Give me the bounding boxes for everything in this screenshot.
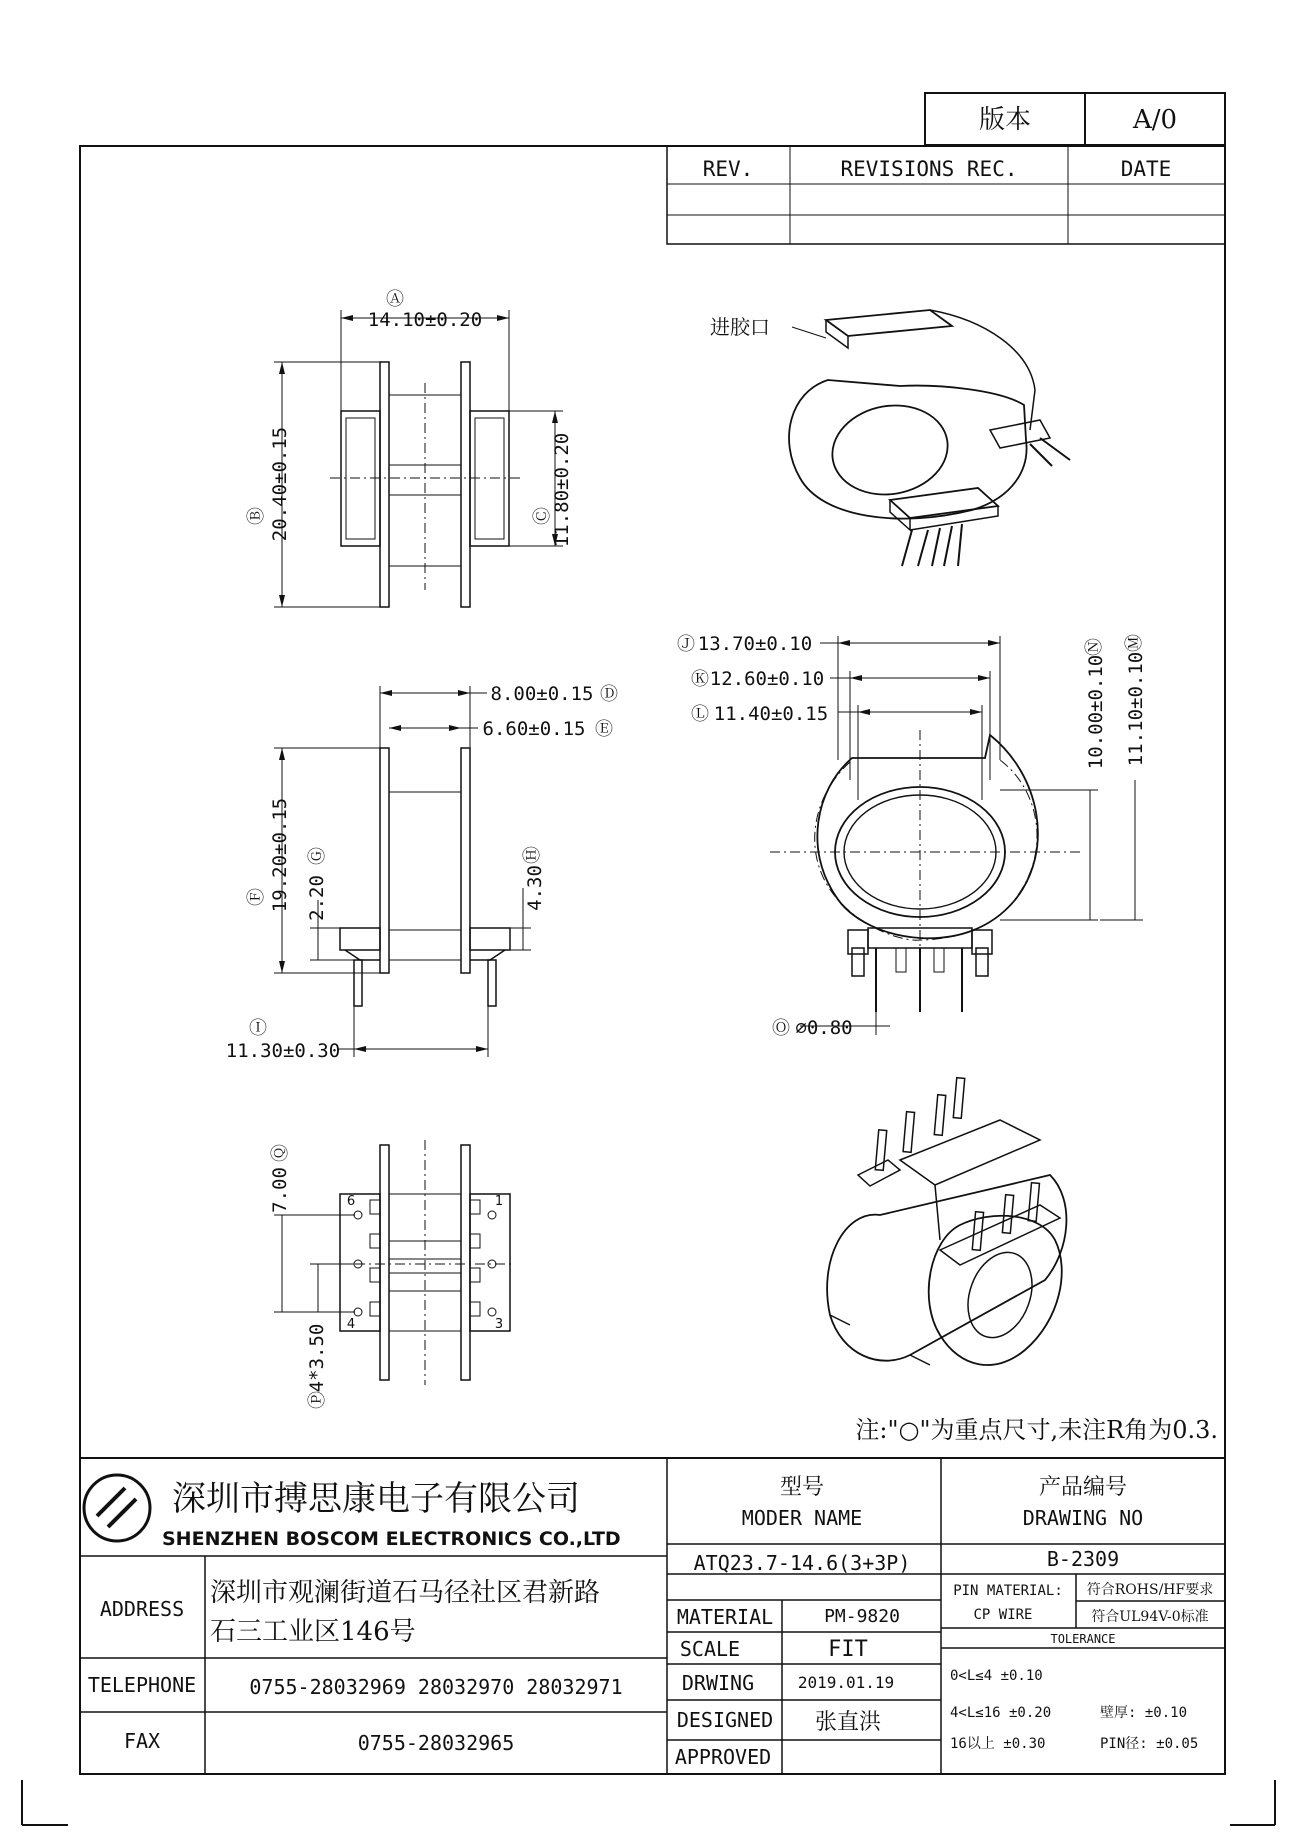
callout-d: Ⓓ <box>600 684 618 705</box>
dim-c: 11.80±0.20 <box>551 432 573 548</box>
version-label: 版本 <box>978 105 1032 135</box>
dim-d: 8.00±0.15 <box>490 683 594 705</box>
callout-m: Ⓜ <box>1124 634 1145 652</box>
corner-marks <box>22 1780 1275 1825</box>
dim-n: 10.00±0.10 <box>1085 654 1107 770</box>
bottom-view <box>269 1140 515 1409</box>
fax-label: FAX <box>123 1729 161 1753</box>
model-label-cn: 型号 <box>779 1475 825 1500</box>
dim-j: 13.70±0.10 <box>697 633 813 655</box>
dim-a: 14.10±0.20 <box>367 309 483 331</box>
callout-i: Ⓘ <box>249 1018 267 1039</box>
address-line1: 深圳市观澜街道石马径社区君新路 <box>210 1578 601 1608</box>
material-value: PM-9820 <box>824 1606 900 1627</box>
scale-value: FIT <box>828 1637 868 1662</box>
version-box <box>925 93 1225 145</box>
pin-material-label: PIN MATERIAL: <box>953 1583 1063 1599</box>
dim-l: 11.40±0.15 <box>713 703 829 725</box>
telephone-label: TELEPHONE <box>87 1673 197 1697</box>
designed-value: 张直洪 <box>814 1710 882 1735</box>
end-view <box>677 633 1147 1039</box>
company-logo <box>84 1475 150 1541</box>
pin-number-4: 4 <box>346 1317 356 1332</box>
callout-k: Ⓚ <box>691 669 709 690</box>
rev-header: REV. <box>702 157 754 181</box>
company-name-en: SHENZHEN BOSCOM ELECTRONICS CO.,LTD <box>162 1528 621 1550</box>
dim-e: 6.60±0.15 <box>482 718 586 740</box>
pin-diameter-tolerance: PIN径: ±0.05 <box>1100 1736 1199 1752</box>
revisions-table <box>667 146 1225 244</box>
fax-value: 0755-28032965 <box>357 1731 515 1755</box>
callout-o: Ⓞ <box>772 1018 790 1039</box>
tolerance-range-2: 4<L≤16 ±0.20 <box>950 1705 1052 1721</box>
dim-o: ∅0.80 <box>795 1017 853 1039</box>
pin-material-value: CP WIRE <box>973 1607 1033 1623</box>
callout-n: Ⓝ <box>1084 638 1105 656</box>
callout-l: Ⓛ <box>691 704 709 725</box>
tolerance-label: TOLERANCE <box>1050 1632 1116 1646</box>
address-label: ADDRESS <box>99 1597 185 1621</box>
address-line2: 石三工业区146号 <box>210 1617 416 1647</box>
callout-j: Ⓙ <box>677 634 695 655</box>
tolerance-range-1: 0<L≤4 ±0.10 <box>950 1668 1043 1684</box>
approved-label: APPROVED <box>674 1745 772 1769</box>
callout-p: Ⓟ <box>307 1391 328 1409</box>
callout-q: Ⓠ <box>270 1144 291 1162</box>
isometric-view-top <box>710 310 1070 566</box>
dim-k: 12.60±0.10 <box>709 668 825 690</box>
callout-c: Ⓒ <box>532 507 553 525</box>
dim-g: 2.20 <box>306 875 328 921</box>
version-value: A/0 <box>1132 105 1178 135</box>
drawing-no-value: B-2309 <box>1046 1547 1120 1571</box>
company-name-cn: 深圳市搏思康电子有限公司 <box>172 1479 580 1519</box>
ul-compliance: 符合UL94V-0标准 <box>1091 1609 1209 1625</box>
callout-b: Ⓑ <box>246 507 267 525</box>
telephone-value: 0755-28032969 28032970 28032971 <box>249 1675 623 1699</box>
pin-number-3: 3 <box>494 1317 504 1332</box>
pin-number-1: 1 <box>494 1194 504 1209</box>
designed-label: DESIGNED <box>676 1708 774 1732</box>
dim-m: 11.10±0.10 <box>1125 651 1147 767</box>
callout-e: Ⓔ <box>595 719 613 740</box>
title-block <box>80 1458 1225 1774</box>
side-view <box>226 683 618 1062</box>
drawing-note: 注:"○"为重点尺寸,未注R角为0.3. <box>855 1416 1218 1444</box>
pin-number-6: 6 <box>346 1194 356 1209</box>
rohs-compliance: 符合ROHS/HF要求 <box>1086 1582 1214 1598</box>
isometric-view-bottom <box>827 1078 1066 1365</box>
callout-a: Ⓐ <box>386 289 404 310</box>
dim-b: 20.40±0.15 <box>269 426 291 542</box>
wall-thickness-tolerance: 壁厚: ±0.10 <box>1100 1705 1188 1721</box>
drwing-value: 2019.01.19 <box>797 1673 895 1692</box>
model-label-en: MODER NAME <box>741 1506 863 1530</box>
model-value: ATQ23.7-14.6(3+3P) <box>693 1551 911 1575</box>
drawing-no-label-en: DRAWING NO <box>1022 1506 1144 1530</box>
tolerance-range-3: 16以上 ±0.30 <box>950 1736 1046 1752</box>
dim-p: 4*3.50 <box>306 1323 328 1393</box>
drwing-label: DRWING <box>681 1671 755 1695</box>
revisions-rec-header: REVISIONS REC. <box>840 157 1018 181</box>
dim-q: 7.00 <box>269 1167 291 1213</box>
dim-h: 4.30 <box>524 865 546 911</box>
injection-gate-label: 进胶口 <box>710 315 770 339</box>
material-label: MATERIAL <box>676 1605 774 1629</box>
callout-h: Ⓗ <box>522 846 543 864</box>
callout-f: Ⓕ <box>246 888 267 906</box>
dim-i: 11.30±0.30 <box>225 1040 341 1062</box>
drawing-no-label-cn: 产品编号 <box>1038 1475 1128 1500</box>
front-view <box>246 289 573 607</box>
callout-g: Ⓖ <box>307 847 328 865</box>
date-header: DATE <box>1120 157 1172 181</box>
dim-f: 19.20±0.15 <box>269 797 291 913</box>
scale-label: SCALE <box>679 1637 741 1661</box>
